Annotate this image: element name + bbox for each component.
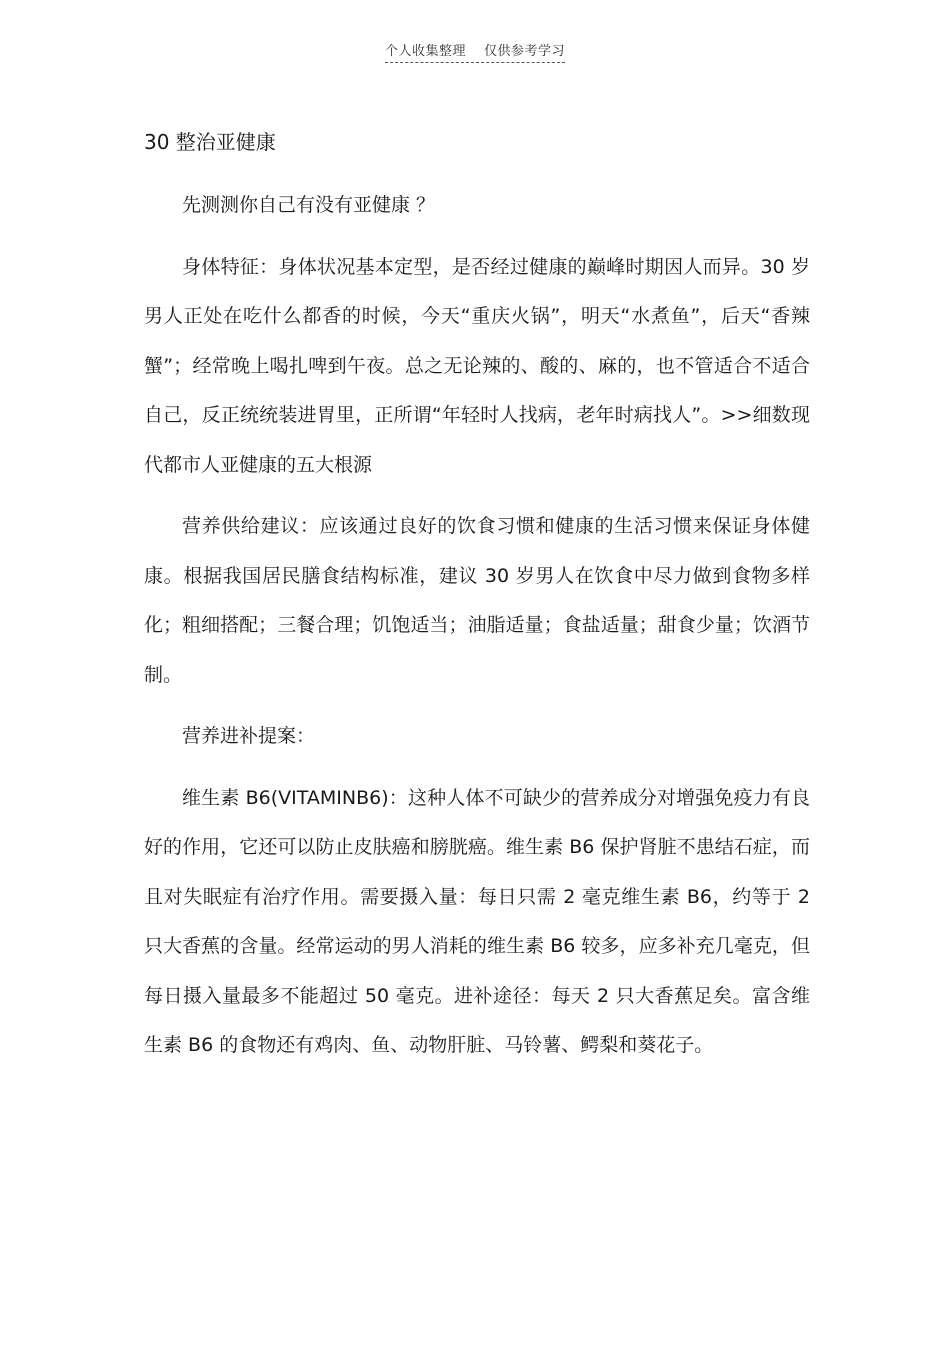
header-text [385,40,565,63]
paragraph-vitamin-b6: 维生素 B6(VITAMINB6)：这种人体不可缺少的营养成分对增强免疫力有良好的作用，它还可以防止皮肤癌和膀胱癌。维生素 B6 保护肾脏不患结石症，而且对失眠症有治疗作用。需要摄入量：每日只需 2 毫克维生素 B6，约等于 2 只大香蕉的含量。经常运动的男人消耗的维生素 B6 较多，应多补充几毫克，但每日摄入量最多不能超过 50 毫克。进补途径：每天 2 只大香蕉足矣。富含维生素 B6 的食物还有鸡肉、鱼、动物肝脏、马铃薯、鳄梨和葵花子。 [144,786,810,1056]
document-body [144,126,810,1083]
paragraph-intro-question: 先测测你自己有没有亚健康 ？ [182,194,436,216]
document-title: 30 整治亚健康 [144,130,276,154]
paragraph-body-features: 身体特征：身体状况基本定型，是否经过健康的巅峰时期因人而异。30 岁男人正处在吃什么都香的时候，今天“重庆火锅”，明天“水煮鱼”，后天“香辣蟹”；经常晚上喝扎啤到午夜。总之无论辣的、酸的、麻的，也不管适合不适合自己，反正统统装进胃里，正所谓“年轻时人找病，老年时病找人”。>>细数现代都市人亚健康的五大根源 [144,255,810,476]
page-header [0,40,950,63]
paragraph-supplement-heading: 营养进补提案： [182,725,316,747]
paragraph-nutrition-advice: 营养供给建议：应该通过良好的饮食习惯和健康的生活习惯来保证身体健康。根据我国居民膳食结构标准，建议 30 岁男人在饮食中尽力做到食物多样化；粗细搭配；三餐合理；饥饱适当；油脂适量；食盐适量；甜食少量；饮酒节制。 [144,515,810,686]
header-left-text: 个人收集整理 [384,44,466,59]
header-right-text: 仅供参考学习 [484,44,566,59]
